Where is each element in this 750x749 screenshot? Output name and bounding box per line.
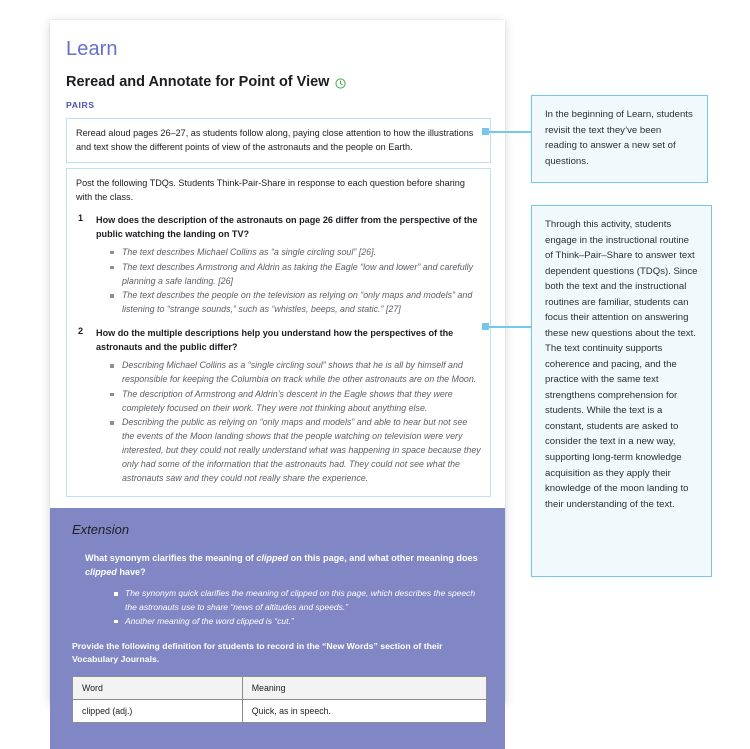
table-header-row [73,676,487,699]
column-header-meaning: Meaning [242,676,486,699]
tdq-answer: Describing Michael Collins as a “single circling soul” shows that he is all by himself and responsible for keeping the Columbia on track while the other astronauts are on the Moon. [110,359,481,387]
tdq-answer-list [96,246,481,317]
table-row [73,699,487,722]
vocabulary-table [72,676,487,723]
extension-question-part: What synonym clarifies the meaning of [85,553,257,564]
instruction-box-reread [66,118,491,162]
callout-connector-1 [485,131,531,133]
callout-text: In the beginning of Learn, students revisit the text they’ve been reading to answer a new set of questions. [545,109,693,167]
tdq-item [76,213,481,317]
tdq-answer-list [96,359,481,485]
extension-question-part: on this page, and what other meaning does [288,553,478,564]
column-header-word: Word [73,676,243,699]
vocabulary-note: Provide the following definition for students to record in the “New Words” section of their Vocabulary Journals. [72,641,443,665]
clock-icon [335,77,346,88]
instruction-text: Reread aloud pages 26–27, as students follow along, paying close attention to how the illustrations and text show the different points of view of the astronauts and the people on Earth. [76,128,474,153]
tdq-answer: Describing the public as relying on “only maps and models” and able to hear but not see the events of the Moon landing shows that the people watching on television were very interested, but they could not really understand what was happening in space because they only had some of the information that the astronauts had. They could not see what the astronauts saw and they could not really share the experience. [110,416,481,485]
cell-meaning: Quick, as in speech. [242,699,486,722]
tdq-number: 1 [78,212,84,223]
annotation-callout-2 [531,205,712,577]
grouping-label: PAIRS [66,100,95,111]
tdq-answer: The text describes the people on the television as relying on “only maps and models” and listening to “strange sounds,” such as “whistles, beeps, and static.” [27] [110,289,481,317]
tdq-question: How do the multiple descriptions help you understand how the perspectives of the astronauts and the public differ? [96,327,454,353]
tdq-number: 2 [78,325,84,336]
extension-question [85,551,487,579]
extension-question-term: clipped [85,567,117,578]
extension-title: Extension [72,522,130,538]
cell-word: clipped (adj.) [73,699,243,722]
tdq-answer: The description of Armstrong and Aldrin’s descent in the Eagle shows that they were completely focused on their work. They were not thinking about anything else. [110,388,481,416]
callout-text: Through this activity, students engage in the instructional routine of Think–Pair–Share to answer text dependent questions (TDQs). Since both the text and the instructional routines are familiar, students can focus their attention on answering these new questions about the text. The text continuity supports coherence and pacing, and the practice with the same text strengthens comprehension for students. While the text is a constant, students are asked to consider the text in a new way, supporting long-term knowledge acquisition as they apply their knowledge of the moon landing to their understanding of the text. [545,219,698,510]
lesson-card [50,20,505,716]
tdq-list [76,213,481,486]
tdq-answer: The text describes Michael Collins as “a single circling soul” [26]. [110,246,481,260]
extension-question-part: have? [116,567,146,578]
section-label: Learn [66,38,118,60]
page-title [66,74,491,91]
extension-question-term: clipped [256,553,289,564]
instruction-text: Post the following TDQs. Students Think-Pair-Share in response to each question before sharing with the class. [76,177,465,202]
extension-panel [50,508,505,749]
tdq-answer: The text describes Armstrong and Aldrin as taking the Eagle “low and lower” and carefully planning a safe landing. [26] [110,261,481,289]
extension-answer: Another meaning of the word clipped is “cut.” [114,615,487,628]
tdq-item [76,326,481,485]
callout-connector-2 [485,326,531,328]
instruction-box-tdqs [66,168,491,498]
tdq-question: How does the description of the astronauts on page 26 differ from the perspective of the public watching the landing on TV? [96,214,478,239]
annotation-callout-1 [531,95,708,183]
extension-answer-list [72,587,487,628]
extension-answer: The synonym quick clarifies the meaning of clipped on this page, which describes the speech the astronauts use to share “news of altitudes and speeds.” [114,587,487,613]
lesson-title-text: Reread and Annotate for Point of View [66,74,330,90]
